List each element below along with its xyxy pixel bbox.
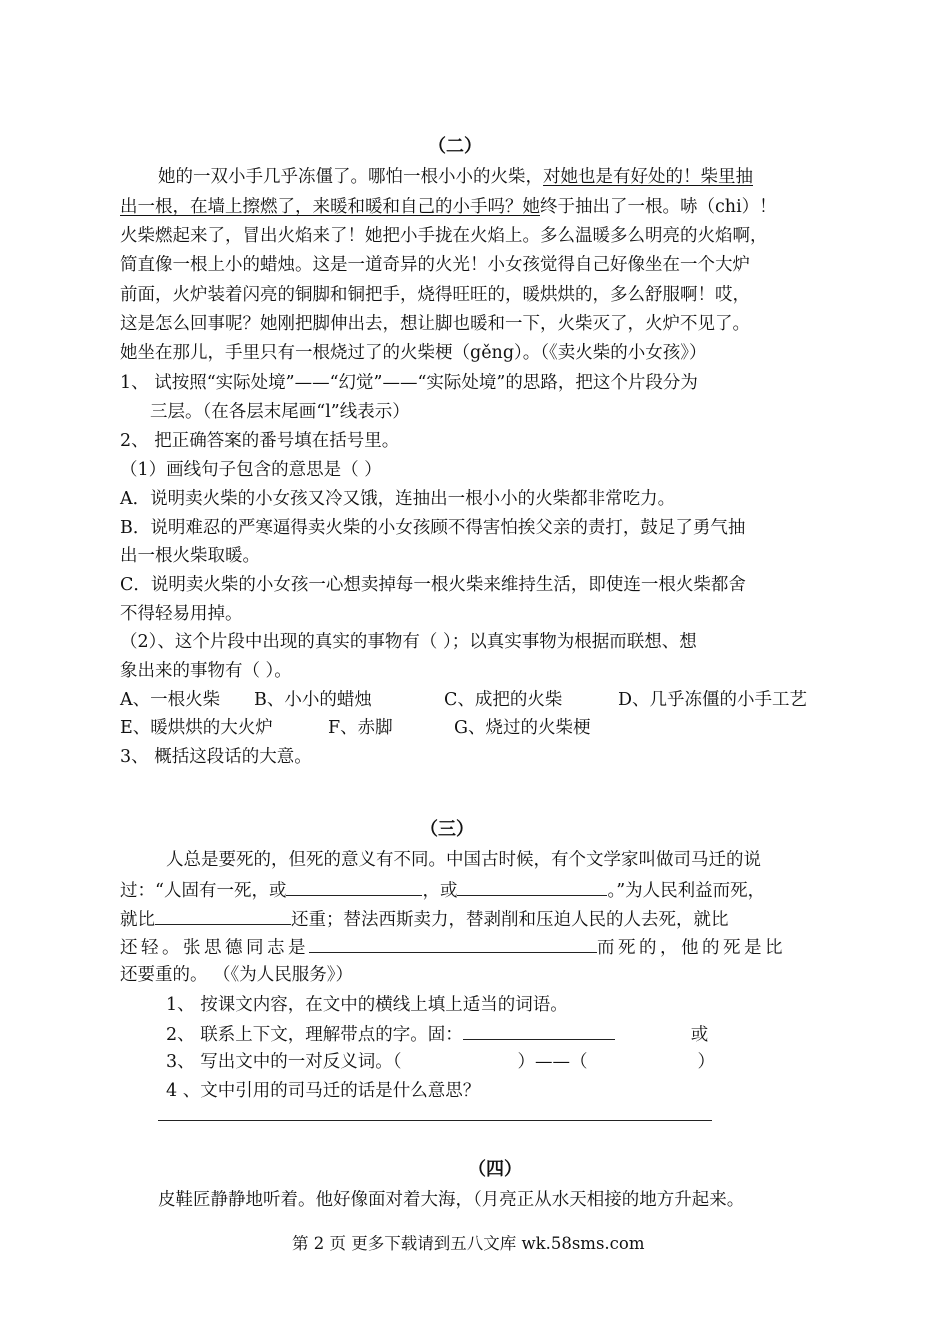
question-3-3 — [166, 1051, 715, 1073]
question-3-2 — [166, 1022, 708, 1046]
option-c-line-2: 不得轻易用掉。 — [120, 604, 243, 624]
passage-2-line-4: 简直像一根上小的蜡烛。这是一道奇异的火光！小女孩觉得自己好像坐在一个大炉 — [120, 255, 750, 275]
choice-c: C、成把的火柴 — [444, 690, 563, 710]
answer-line[interactable] — [158, 1120, 712, 1121]
passage-text: 她的一双小手几乎冻僵了。哪怕一根小小的火柴， — [158, 167, 543, 187]
question-2-2-2-line-2: 象出来的事物有（ ）。 — [120, 661, 292, 681]
choice-a: A、一根火柴 — [120, 690, 221, 710]
passage-2-line-7: 她坐在那儿，手里只有一根烧过了的火柴梗（gěng）。（《卖火柴的小女孩》） — [120, 343, 707, 363]
passage-text: 终于抽出了一根。哧（chi）！ — [540, 197, 777, 217]
passage-2-line-2 — [120, 196, 777, 218]
question-2-2-1: （1）画线句子包含的意思是（ ） — [120, 460, 382, 480]
passage-text: 还轻。张思德同志是 — [120, 938, 309, 958]
question-3-4: 4 、文中引用的司马迁的话是什么意思？ — [166, 1081, 481, 1101]
question-2-2-2-line-1: （2）、这个片段中出现的真实的事物有（ ）；以真实事物为根据而联想、想 — [120, 632, 697, 652]
question-text: 3、 写出文中的一对反义词。（ — [166, 1052, 402, 1072]
option-b-line-1: B．说明难忍的严寒逼得卖火柴的小女孩顾不得害怕挨父亲的责打，鼓足了勇气抽 — [120, 518, 746, 538]
option-c-line-1: C．说明卖火柴的小女孩一心想卖掉每一根火柴来维持生活，即使连一根火柴都舍 — [120, 575, 746, 595]
question-2-1-line-1: 1、 试按照“实际处境”——“幻觉”——“实际处境”的思路，把这个片段分为 — [120, 373, 698, 393]
question-text: 2、 联系上下文，理解带点的字。固： — [166, 1025, 463, 1045]
question-text: 或 — [690, 1025, 709, 1045]
option-b-line-2: 出一根火柴取暖。 — [120, 546, 260, 566]
section-4-title: （四） — [468, 1159, 522, 1180]
passage-2-line-3: 火柴燃起来了，冒出火焰来了！她把小手拢在火焰上。多么温暖多么明亮的火焰啊， — [120, 226, 768, 246]
passage-text: 。”为人民利益而死， — [607, 881, 766, 901]
question-2-1-line-2: 三层。（在各层末尾画“l”线表示） — [150, 402, 410, 422]
passage-2-line-1 — [158, 166, 753, 188]
passage-3-line-2 — [120, 878, 765, 902]
choice-g: G、烧过的火柴梗 — [454, 718, 591, 738]
underlined-sentence: 出一根，在墙上擦燃了，来暖和暖和自己的小手吗？她 — [120, 197, 540, 217]
passage-3-line-5: 还要重的。 （《为人民服务》） — [120, 965, 354, 985]
passage-3-line-3 — [120, 907, 729, 931]
question-2-2: 2、 把正确答案的番号填在括号里。 — [120, 431, 400, 451]
passage-text: 就比 — [120, 910, 155, 930]
choice-f: F、赤脚 — [328, 718, 393, 738]
question-3-1: 1、 按课文内容，在文中的横线上填上适当的词语。 — [166, 995, 568, 1015]
answer-blank[interactable] — [309, 935, 597, 953]
choice-e: E、暖烘烘的大火炉 — [120, 718, 273, 738]
section-3-title: （三） — [420, 819, 474, 840]
passage-text: ，或 — [422, 881, 458, 901]
section-2-title: （二） — [428, 136, 482, 157]
answer-blank[interactable] — [457, 878, 607, 896]
underlined-sentence: 对她也是有好处的！柴里抽 — [543, 167, 753, 187]
passage-3-line-4 — [120, 935, 786, 959]
question-text: ） — [697, 1052, 715, 1072]
answer-blank[interactable] — [286, 878, 422, 896]
passage-3-line-1: 人总是要死的，但死的意义有不同。中国古时候，有个文学家叫做司马迁的说 — [166, 850, 761, 870]
passage-text: 而死的，他的死是比 — [597, 938, 786, 958]
passage-2-line-5: 前面，火炉装着闪亮的铜脚和铜把手，烧得旺旺的，暖烘烘的，多么舒服啊！哎， — [120, 285, 750, 305]
question-2-3: 3、 概括这段话的大意。 — [120, 747, 312, 767]
passage-4-line-1: 皮鞋匠静静地听着。他好像面对着大海，（月亮正从水天相接的地方升起来。 — [158, 1190, 745, 1210]
question-text: ）——（ — [517, 1052, 588, 1072]
passage-text: 过：“人固有一死，或 — [120, 881, 287, 901]
passage-2-line-6: 这是怎么回事呢？她刚把脚伸出去，想让脚也暖和一下，火柴灭了，火炉不见了。 — [120, 314, 750, 334]
option-a: A．说明卖火柴的小女孩又冷又饿，连抽出一根小小的火柴都非常吃力。 — [120, 489, 676, 509]
page-footer: 第 2 页 更多下载请到五八文库 wk.58sms.com — [292, 1234, 645, 1253]
choice-b: B、小小的蜡烛 — [254, 690, 372, 710]
answer-blank[interactable] — [155, 907, 291, 925]
passage-text: 还重；替法西斯卖力，替剥削和压迫人民的人去死，就比 — [291, 910, 729, 930]
answer-blank[interactable] — [463, 1022, 615, 1040]
choice-d: D、几乎冻僵的小手工艺 — [618, 690, 808, 710]
